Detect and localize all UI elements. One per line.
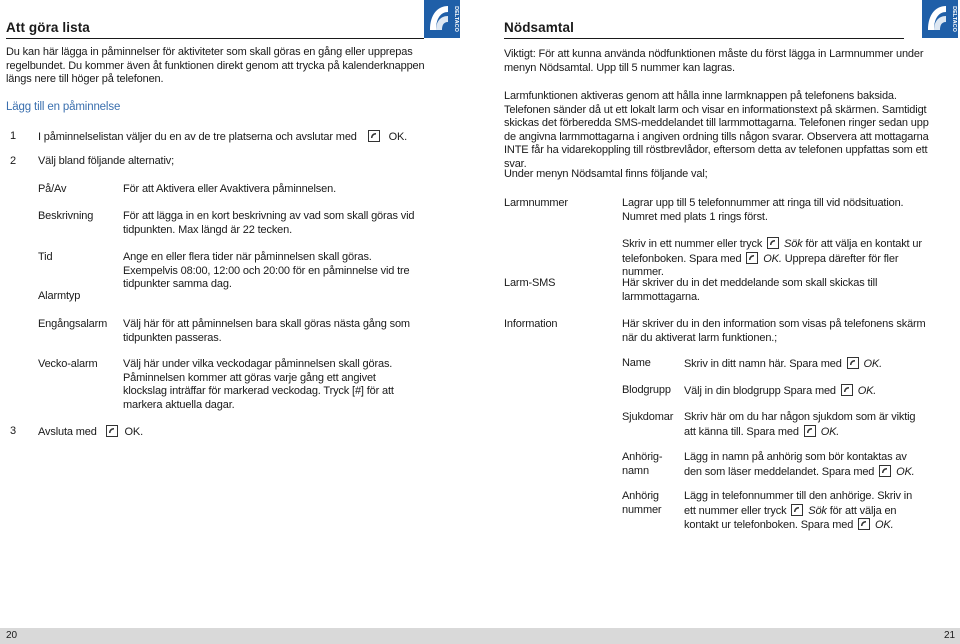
call-key-icon [746,252,758,264]
important-note: Viktigt: För att kunna använda nödfunktionen måste du först lägga in Larmnummer under menyn Nödsamtal. Upp till 5 nummer kan lagras. [504,48,924,74]
title-rule [6,38,424,39]
call-key-icon [879,465,891,477]
call-key-icon [791,504,803,516]
svg-text:DELTACO: DELTACO [951,6,957,32]
text: Lägg in namn på anhörig som bör kontaktas av den som läser meddelandet. Spara med [684,451,907,478]
step-3-text: Avsluta med [38,426,97,438]
desc-larmnummer: Lagrar upp till 5 telefonnummer att ringa till vid nödsituation. Numret med plats 1 rings först. [622,197,904,223]
field-term: Anhörig nummer [622,490,662,516]
text: Välj in din blodgrupp Spara med [684,385,836,397]
option-desc: Välj här för att påminnelsen bara skall göras nästa gång som tidpunkten passeras. [123,318,410,344]
field-desc [684,411,924,439]
text: Lägg in telefonnummer till den anhörige. Skriv in ett nummer eller tryck [684,490,913,517]
step-3-ok: OK. [124,426,143,438]
ok-label: OK. [763,252,782,265]
text: för att välja en kontakt ur telefonboken. Spara med [622,238,922,265]
field-desc [684,384,924,399]
svg-text:DELTACO: DELTACO [453,6,459,32]
option-term: Beskrivning [38,210,94,222]
call-key-icon [847,357,859,369]
step-1 [38,130,438,145]
right-page [480,0,960,644]
step-1-ok: OK. [388,131,408,143]
option-term: Alarmtyp [38,290,81,302]
page-title: Nödsamtal [504,20,574,35]
call-key-icon [841,384,853,396]
option-term: Tid [38,251,53,263]
description: Larmfunktionen aktiveras genom att hålla inne larmknappen på telefonens baksida. Telefonen sänder då ut ett lokalt larm och visar en informationstext på skärmen. Samtidigt skickas det förberedda SMS-meddelandet till larmmottagarna. Telefonen ringer sedan upp de angivna larmmottagarna i angiven ordning tills någon svarar. Observera att mottagarna INTE får ha vidarekoppling till röstbrevlådor, eftersom detta av telefonen uppfattas som ett svar. [504,90,929,170]
desc-larm-sms: Här skriver du in det meddelande som skall skickas till larmmottagarna. [622,277,878,303]
call-key-icon [858,518,870,530]
step-3 [38,425,143,440]
term-larm-sms: Larm-SMS [504,277,556,289]
text: för att välja en kontakt ur telefonboken. Spara med [684,504,897,531]
page-number: 21 [944,630,956,641]
footer-bar [0,628,480,644]
call-key-icon [106,425,118,437]
option-term: Engångsalarm [38,318,108,330]
text: Skriv här om du har någon sjukdom som är viktig att känna till. Spara med [684,411,916,438]
footer-bar [480,628,960,644]
deltaco-logo [922,0,958,38]
step-2-text: Välj bland följande alternativ; [38,155,174,167]
term-information: Information [504,318,558,330]
option-term: På/Av [38,183,67,195]
ok-label: OK. [857,385,877,397]
term-larmnummer: Larmnummer [504,197,568,209]
field-term: Blodgrupp [622,384,671,396]
text: Skriv in ditt namn här. Spara med [684,358,842,370]
desc-larmnummer-2 [622,237,932,280]
field-desc [684,357,924,372]
sok-label: Sök [784,238,803,250]
call-key-icon [767,237,779,249]
page-title: Att göra lista [6,20,90,35]
field-term: Name [622,357,651,369]
option-desc: För att Aktivera eller Avaktivera påminnelsen. [123,183,337,195]
step-2-number: 2 [10,155,16,167]
desc-information: Här skriver du in den information som visas på telefonens skärm när du aktiverat larm funktionen.; [622,318,926,344]
sok-label: Sök [808,504,827,517]
field-term: Anhörig-namn [622,451,663,477]
text: Skriv in ett nummer eller tryck [622,238,763,250]
option-desc: För att lägga in en kort beskrivning av vad som skall göras vid tidpunkten. Max längd är 22 tecken. [123,210,415,236]
intro-text: Du kan här lägga in påminnelser för aktiviteter som skall göras en gång eller upprepas regelbundet. Du kommer även åt funktionen direkt genom att trycka på kalenderknappen längs nere till höger på telefonen. [6,46,425,85]
ok-label: OK. [896,465,915,478]
step-1-number: 1 [10,130,16,142]
field-desc [684,451,924,479]
call-key-icon [368,130,380,142]
ok-label: OK. [875,519,894,531]
field-desc [684,490,924,533]
option-desc: Ange en eller flera tider när påminnelsen skall göras. Exempelvis 08:00, 12:00 och 20:00 för en påminnelse vid tre tidpunkter samma dag. [123,251,410,290]
page-number: 20 [6,630,18,641]
call-key-icon [804,425,816,437]
field-term: Sjukdomar [622,411,674,423]
step-1-text: I påminnelselistan väljer du en av de tre platserna och avslutar med [38,131,357,143]
option-desc: Välj här under vilka veckodagar påminnelsen skall göras. Påminnelsen kommer att göras varje gång ett angivet klockslag inträffar för markerad veckodag. Tryck [#] för att markera aktuella dagar. [123,358,394,411]
title-rule [504,38,904,39]
ok-label: OK. [820,425,840,438]
subheading: Lägg till en påminnelse [6,101,121,113]
menu-intro: Under menyn Nödsamtal finns följande val; [504,168,708,180]
option-term: Vecko-alarm [38,358,98,370]
step-3-number: 3 [10,425,16,437]
ok-label: OK. [863,358,882,370]
deltaco-logo [424,0,460,38]
text: Upprepa därefter för fler nummer. [622,252,899,278]
